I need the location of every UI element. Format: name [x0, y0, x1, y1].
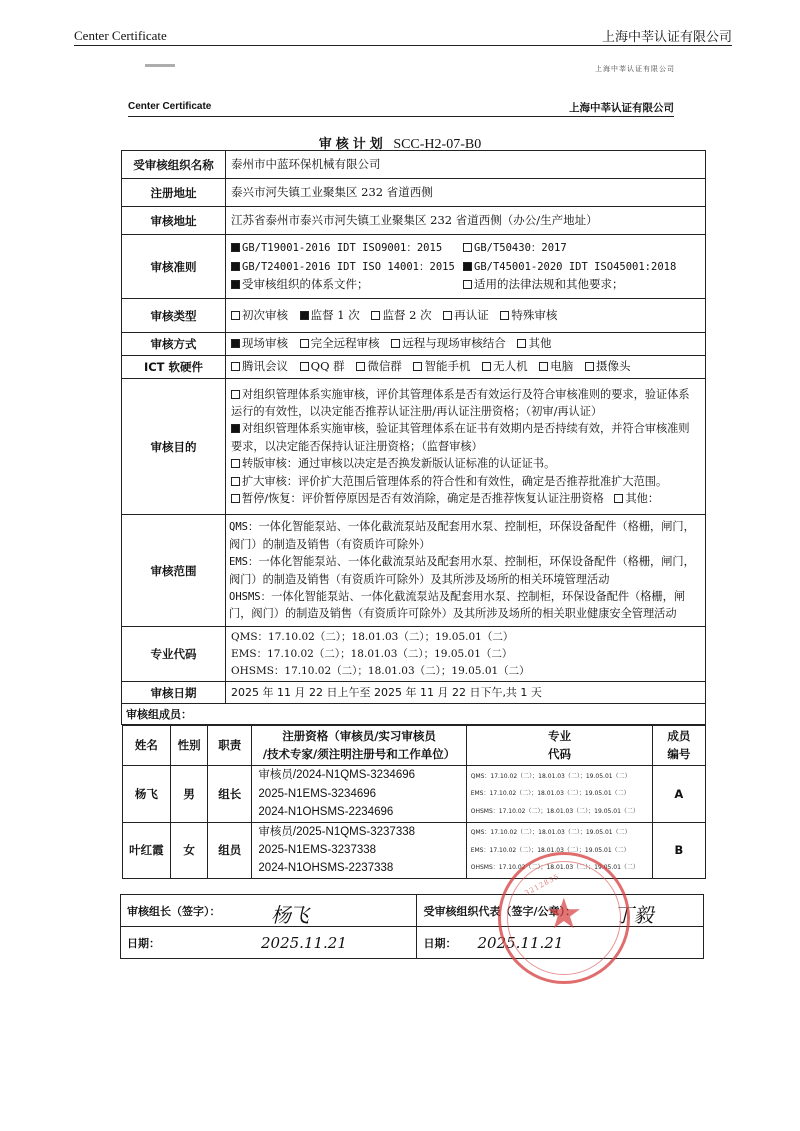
member-gender: 男: [171, 766, 208, 822]
label-audit-type: 审核类型: [122, 299, 226, 333]
checkbox-empty-icon[interactable]: [371, 311, 380, 320]
title-text: 审核计划: [318, 137, 387, 152]
label-audit-date: 审核日期: [122, 682, 226, 704]
value-scope: [226, 515, 706, 627]
checkbox-checked-icon[interactable]: [231, 243, 240, 252]
table-row: [122, 822, 705, 878]
label-audit-method: 审核方式: [122, 333, 226, 356]
date-row: [121, 927, 704, 959]
document-header-right: 上海中莘认证有限公司: [569, 102, 674, 114]
value-audit-method: [226, 333, 706, 356]
page-header: [74, 26, 732, 46]
checkbox-checked-icon[interactable]: [231, 262, 240, 271]
scope-item-qms: QMS：一体化智能泵站、一体化截流泵站及配套用水泵、控制柜，环保设备配件（格栅，闸门，阀门）的制造及销售（有资质许可除外）: [229, 520, 695, 551]
option-special-audit: 特殊审核: [500, 308, 557, 322]
scan-ghost-header: [145, 64, 675, 74]
checkbox-empty-icon[interactable]: [413, 362, 422, 371]
member-registration: 审核员/2024-N1QMS-3234696 2025-N1EMS-3234696 2024-N1OHSMS-2234696: [252, 766, 466, 822]
checkbox-empty-icon[interactable]: [614, 494, 623, 503]
value-codes: [226, 627, 706, 682]
leader-date-cell: [121, 927, 417, 959]
value-reg-address: 泰兴市河失镇工业聚集区 232 省道西侧: [226, 179, 706, 207]
row-codes: [122, 627, 706, 682]
org-rep-signature-cell: [417, 895, 704, 927]
value-audit-type: [226, 299, 706, 333]
checkbox-checked-icon[interactable]: [300, 311, 309, 320]
purpose-item: 对组织管理体系实施审核，验证其管理体系在证书有效期内是否持续有效，并符合审核准则要求，以决定能否保持认证注册资格；（监督审核）: [231, 422, 690, 453]
member-id: A: [653, 766, 705, 822]
checkbox-empty-icon[interactable]: [300, 362, 309, 371]
checkbox-empty-icon[interactable]: [356, 362, 365, 371]
member-codes: QMS：17.10.02（二）；18.01.03（二）；19.05.01（二） EMS：17.10.02（二）；18.01.03（二）；19.05.01（二） OHSMS：17.10.02（二）；18.01.03（二）；19.05.01（二）: [466, 766, 653, 822]
signature-row: [121, 895, 704, 927]
audit-plan-table: [121, 150, 706, 879]
member-name: 叶红霞: [122, 822, 171, 878]
purpose-item: 对组织管理体系实施审核，评价其管理体系是否有效运行及符合审核准则的要求，验证体系运行的有效性，以决定能否推荐认证注册/再认证注册资格；（初审/再认证）: [231, 387, 690, 419]
value-audit-date: 2025 年 11 月 22 日上午至 2025 年 11 月 22 日下午,共 1 天: [226, 682, 706, 704]
row-audit-method: [122, 333, 706, 356]
leader-signature-label: 审核组长（签字）：: [127, 904, 221, 918]
org-rep-signature: 丁毅: [613, 903, 654, 927]
option-surveillance-2: 监督 2 次: [371, 308, 431, 322]
label-reg-address: 注册地址: [122, 179, 226, 207]
purpose-item: 转版审核：通过审核以决定是否换发新版认证标准的认证证书。: [231, 455, 700, 472]
label-codes: 专业代码: [122, 627, 226, 682]
option-recertification: 再认证: [443, 308, 489, 322]
checkbox-empty-icon[interactable]: [539, 362, 548, 371]
leader-date-label: 日期：: [127, 936, 160, 950]
header-name: 姓名: [122, 726, 171, 766]
code-line-ems: EMS：17.10.02（二）；18.01.03（二）；19.05.01（二）: [231, 647, 513, 660]
row-purpose: [122, 379, 706, 515]
checkbox-empty-icon[interactable]: [463, 280, 472, 289]
checkbox-checked-icon[interactable]: [231, 424, 240, 433]
title-code: SCC-H2-07-B0: [393, 137, 482, 152]
org-date-label: 日期：: [423, 936, 457, 950]
page-header-right: 上海中莘认证有限公司: [601, 30, 732, 45]
ghost-right-text: 上海中莘认证有限公司: [595, 65, 675, 73]
value-purpose: [226, 379, 706, 515]
header-member-id: 成员 编号: [653, 726, 705, 766]
members-title: 审核组成员：: [122, 704, 706, 725]
checkbox-checked-icon[interactable]: [463, 262, 472, 271]
row-audit-type: [122, 299, 706, 333]
members-header-row: [122, 726, 705, 766]
option-fully-remote: 完全远程审核: [300, 336, 380, 350]
header-gender: 性别: [171, 726, 208, 766]
criteria-item: GB/T19001-2016 IDT ISO9001：2015: [231, 239, 463, 257]
code-line-ohsms: OHSMS：17.10.02（二）；18.01.03（二）；19.05.01（二）: [231, 664, 530, 677]
option-wechat-group: 微信群: [356, 359, 402, 373]
checkbox-empty-icon[interactable]: [517, 339, 526, 348]
member-name: 杨飞: [122, 766, 171, 822]
document-header: [128, 100, 674, 117]
criteria-item: 适用的法律法规和其他要求；: [463, 276, 700, 294]
row-ict: [122, 356, 706, 379]
checkbox-empty-icon[interactable]: [231, 362, 240, 371]
row-audit-date: [122, 682, 706, 704]
member-role: 组员: [208, 822, 252, 878]
ghost-left-mark: [145, 64, 175, 67]
leader-date: 2025.11.21: [261, 934, 347, 952]
checkbox-empty-icon[interactable]: [585, 362, 594, 371]
signature-table: [120, 889, 704, 959]
purpose-item: 暂停/恢复：评价暂停原因是否有效消除，确定是否推荐恢复认证注册资格 其他：: [231, 490, 700, 507]
checkbox-empty-icon[interactable]: [231, 311, 240, 320]
option-drone: 无人机: [482, 359, 528, 373]
document-header-left: Center Certificate: [128, 101, 212, 112]
criteria-item: 受审核组织的体系文件；: [231, 276, 463, 294]
option-hybrid: 远程与现场审核结合: [391, 336, 506, 350]
option-initial-audit: 初次审核: [231, 308, 288, 322]
org-date-cell: [417, 927, 704, 959]
option-tencent-meeting: 腾讯会议: [231, 359, 288, 373]
scope-item-ohsms: OHSMS：一体化智能泵站、一体化截流泵站及配套用水泵、控制柜，环保设备配件（格栅，闸门，阀门）的制造及销售（有资质许可除外）及其所涉及场所的相关职业健康安全管理活动: [229, 589, 686, 621]
row-reg-address: [122, 179, 706, 207]
value-ict: [226, 356, 706, 379]
value-audit-address: 江苏省泰州市泰兴市河失镇工业聚集区 232 省道西侧（办公/生产地址）: [226, 207, 706, 235]
checkbox-empty-icon[interactable]: [500, 311, 509, 320]
checkbox-empty-icon[interactable]: [300, 339, 309, 348]
code-line-qms: QMS：17.10.02（二）；18.01.03（二）；19.05.01（二）: [231, 631, 514, 643]
label-criteria: 审核准则: [122, 235, 226, 299]
seal-serial: 3212835: [523, 872, 561, 898]
row-criteria: [122, 235, 706, 299]
member-registration: 审核员/2025-N1QMS-3237338 2025-N1EMS-3237338 2024-N1OHSMS-2237338: [252, 822, 466, 878]
option-onsite: 现场审核: [231, 336, 288, 350]
checkbox-empty-icon[interactable]: [231, 390, 240, 399]
checkbox-empty-icon[interactable]: [391, 339, 400, 348]
member-role: 组长: [208, 766, 252, 822]
label-purpose: 审核目的: [122, 379, 226, 515]
row-org-name: [122, 151, 706, 179]
criteria-item: GB/T24001-2016 IDT ISO 14001：2015: [231, 258, 463, 276]
scope-item-ems: EMS：一体化智能泵站、一体化截流泵站及配套用水泵、控制柜，环保设备配件（格栅，闸门，阀门）的制造及销售（有资质许可除外）及其所涉及场所的相关环境管理活动: [229, 555, 695, 586]
header-registration: 注册资格（审核员/实习审核员 /技术专家/须注明注册号和工作单位）: [252, 726, 466, 766]
checkbox-checked-icon[interactable]: [231, 339, 240, 348]
checkbox-checked-icon[interactable]: [231, 280, 240, 289]
table-row: [122, 766, 705, 822]
org-date: 2025.11.21: [477, 934, 564, 952]
row-members-title: [122, 704, 706, 725]
label-org-name: 受审核组织名称: [122, 151, 226, 179]
row-scope: [122, 515, 706, 627]
org-rep-signature-label: 受审核组织代表（签字/公章）：: [423, 904, 577, 918]
checkbox-empty-icon[interactable]: [231, 459, 240, 468]
checkbox-empty-icon[interactable]: [231, 494, 240, 503]
option-camera: 摄像头: [585, 359, 631, 373]
label-audit-address: 审核地址: [122, 207, 226, 235]
leader-signature-cell: [121, 895, 417, 927]
option-other-method: 其他: [517, 336, 551, 350]
seal-star-icon: ★: [545, 889, 583, 938]
checkbox-empty-icon[interactable]: [482, 362, 491, 371]
member-id: B: [653, 822, 705, 878]
option-surveillance-1: 监督 1 次: [300, 308, 360, 322]
criteria-item: GB/T50430：2017: [463, 239, 700, 257]
label-scope: 审核范围: [122, 515, 226, 627]
value-criteria: [226, 235, 706, 299]
page-header-left: Center Certificate: [74, 28, 167, 43]
members-table: [122, 725, 706, 878]
member-codes: QMS：17.10.02（二）；18.01.03（二）；19.05.01（二） EMS：17.10.02（二）；18.01.03（二）；19.05.01（二） OHSMS：17.10.02（二）；18.01.03（二）；19.05.01（二）: [466, 822, 653, 878]
purpose-item: 扩大审核：评价扩大范围后管理体系的符合性和有效性，确定是否推荐批准扩大范围。: [231, 473, 700, 490]
option-computer: 电脑: [539, 359, 573, 373]
value-org-name: 泰州市中蓝环保机械有限公司: [226, 151, 706, 179]
row-members: [122, 725, 706, 879]
criteria-item: GB/T45001-2020 IDT ISO45001:2018: [463, 258, 700, 276]
checkbox-empty-icon[interactable]: [463, 243, 472, 252]
header-codes: 专业 代码: [466, 726, 653, 766]
member-gender: 女: [171, 822, 208, 878]
option-smartphone: 智能手机: [413, 359, 470, 373]
option-qq-group: QQ 群: [300, 359, 345, 373]
leader-signature: 杨飞: [271, 903, 307, 927]
label-ict: ICT 软硬件: [122, 356, 226, 379]
row-audit-address: [122, 207, 706, 235]
checkbox-empty-icon[interactable]: [231, 477, 240, 486]
checkbox-empty-icon[interactable]: [443, 311, 452, 320]
header-role: 职责: [208, 726, 252, 766]
